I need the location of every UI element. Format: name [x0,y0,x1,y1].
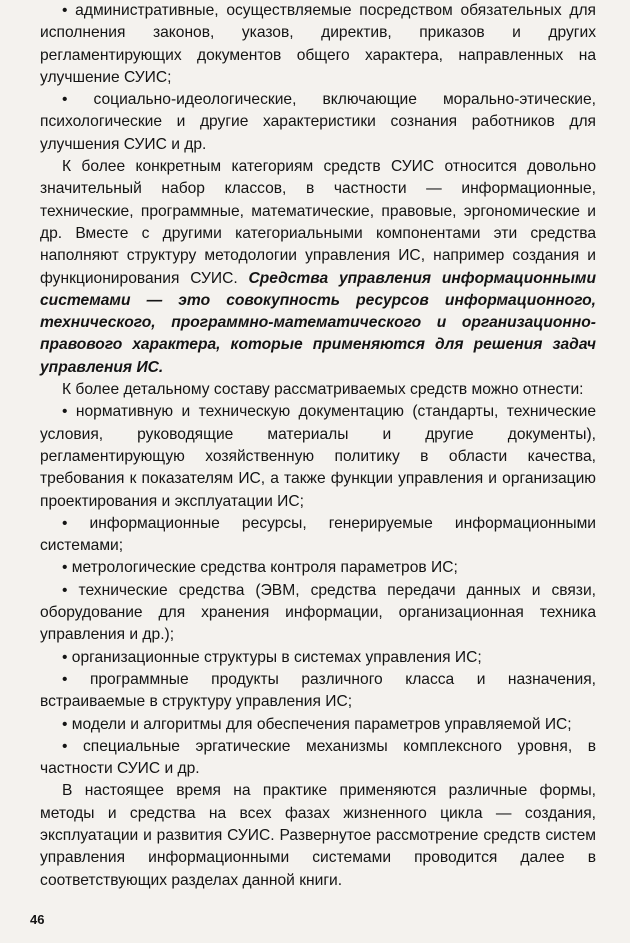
list-item-5 [40,647,596,669]
paragraph-2-text: • социально-идеологические, включающие морально-этические, психологические и другие характеристики сознания работников для улучшения СУИС и др. [40,91,596,153]
list-item-3-text: • метрологические средства контроля параметров ИС; [62,559,458,577]
list-item-2-text: • информационные ресурсы, генерируемые информационными системами; [40,514,596,555]
list-item-6 [40,669,596,714]
paragraph-3 [40,156,596,379]
list-item-8-text: • специальные эргатические механизмы комплексного уровня, в частности СУИС и др. [40,737,596,778]
paragraph-1 [40,0,596,89]
paragraph-final-text: В настоящее время на практике применяются различные формы, методы и средства на всех фазах жизненного цикла — создания, эксплуатации и развития СУИС. Развернутое рассмотрение средств систем управления информационными системами проводится далее в соответствующих разделах данной книги. [40,782,596,889]
paragraph-1-text: • административные, осуществляемые посредством обязательных для исполнения законов, указов, директив, приказов и других регламентирующих документов общего характера, направленных на улучшение СУИС; [40,2,596,86]
paragraph-4 [40,379,596,401]
paragraph-final [40,780,596,891]
list-item-4 [40,580,596,647]
paragraph-4-text: К более детальному составу рассматриваемых средств можно отнести: [62,381,584,399]
list-item-7 [40,714,596,736]
list-item-3 [40,557,596,579]
list-item-1 [40,401,596,512]
list-item-7-text: • модели и алгоритмы для обеспечения параметров управляемой ИС; [62,715,572,733]
paragraph-2 [40,89,596,156]
list-item-5-text: • организационные структуры в системах управления ИС; [62,648,482,666]
list-item-6-text: • программные продукты различного класса и назначения, встраиваемые в структуру управления ИС; [40,670,596,711]
page-number: 46 [30,912,45,927]
list-item-2 [40,513,596,558]
list-item-8 [40,736,596,781]
list-item-1-text: • нормативную и техническую документацию (стандарты, технические условия, руководящие материалы и другие документы), регламентирующую хозяйственную политику в области качества, требования к показателям ИС, а также функции управления и организацию проектирования и эксплуатации ИС; [40,403,596,510]
page-text [40,0,596,892]
list-item-4-text: • технические средства (ЭВМ, средства передачи данных и связи, оборудование для хранения информации, организационная техника управления и др.); [40,581,596,644]
definition-emphasis: Средства управления информационными системами — это совокупность ресурсов информационного, технического, программно-математического и организационно-правового характера, которые применяются для решения задач управления ИС. [40,269,596,376]
paragraph-3-text: К более конкретным категориям средств СУИС относится довольно значительный набор классов, в частности — информационные, технические, программные, математические, правовые, эргономические и др. Вместе с другими категориальными компонентами эти средства наполняют структуру методологии управления ИС, например создания и функционирования СУИС. [40,158,596,287]
